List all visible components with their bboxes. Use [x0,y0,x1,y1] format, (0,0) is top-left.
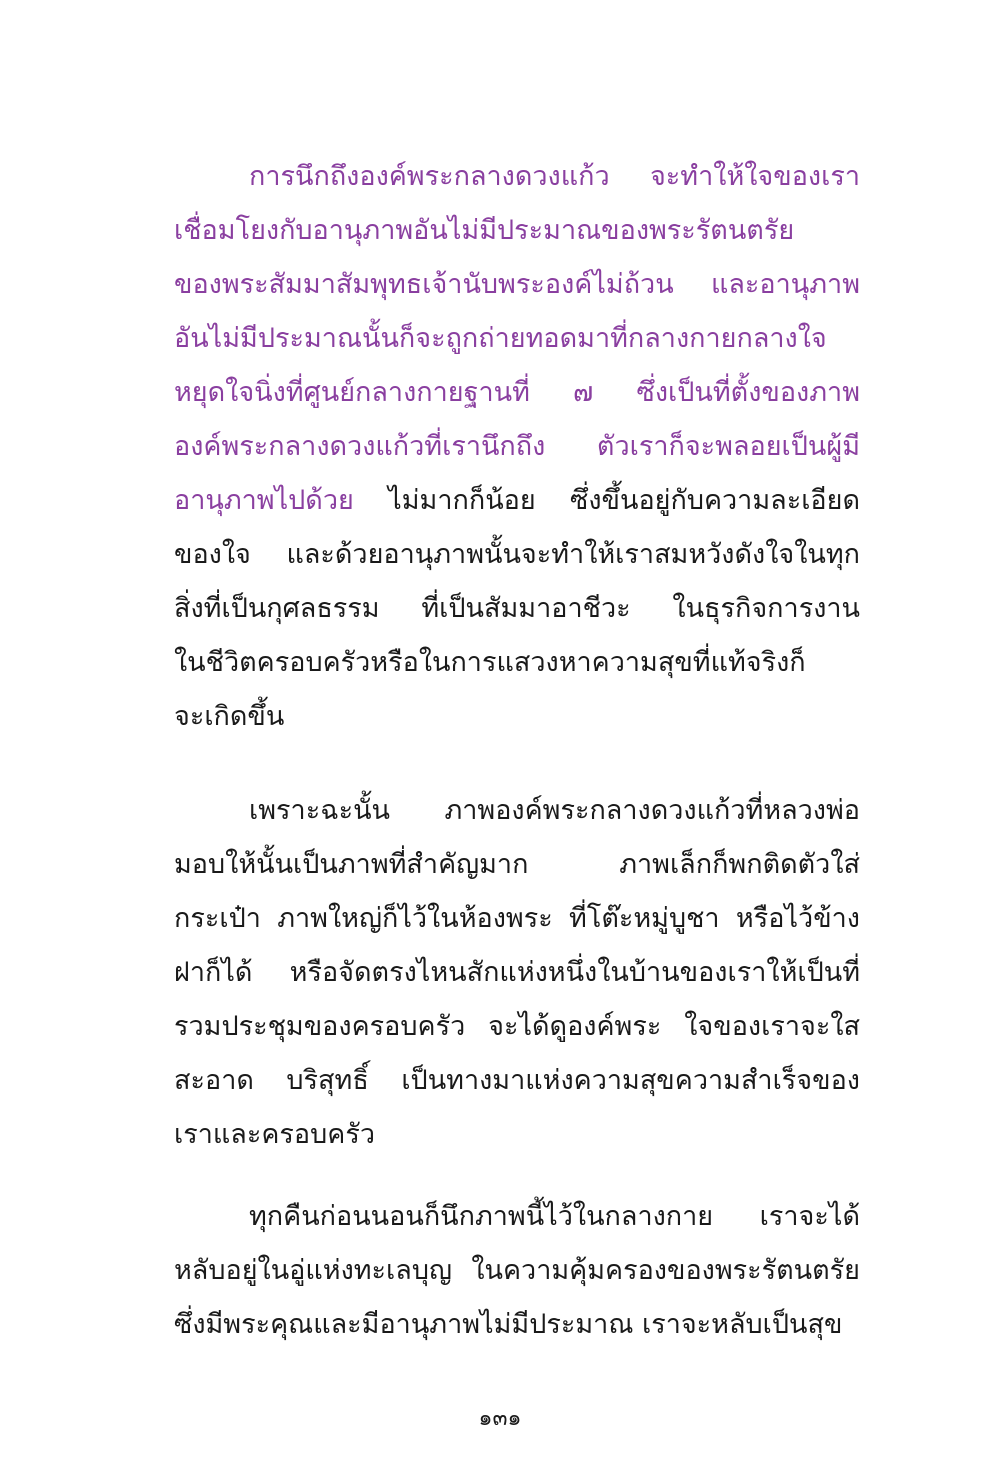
text-line [174,150,860,204]
highlighted-text: ของพระสัมมาสัมพุทธเจ้านับพระองค์ไม่ถ้วน และอานุภาพ [174,269,860,300]
body-text: กระเป๋า ภาพใหญ่ก็ไว้ในห้องพระ ที่โต๊ะหมู่บูชา หรือไว้ข้าง [174,903,860,934]
text-line [174,366,860,420]
text-line [174,1054,860,1108]
body-text: มอบให้นั้นเป็นภาพที่สำคัญมาก ภาพเล็กก็พกติดตัวใส่ [174,849,860,880]
highlighted-text: อันไม่มีประมาณนั้นก็จะถูกถ่ายทอดมาที่กลางกายกลางใจ [174,323,827,354]
text-line [174,1298,860,1352]
text-line [174,690,860,744]
paragraph-2 [174,784,860,1162]
page-body [174,150,860,1352]
highlighted-text: เชื่อมโยงกับอานุภาพอันไม่มีประมาณของพระรัตนตรัย [174,215,795,246]
text-line [174,1108,860,1162]
body-text: ในชีวิตครอบครัวหรือในการแสวงหาความสุขที่แท้จริงก็ [174,647,806,678]
body-text: จะเกิดขึ้น [174,701,285,732]
body-text: เราและครอบครัว [174,1119,375,1150]
text-line [174,1190,860,1244]
text-line [174,420,860,474]
text-line [174,258,860,312]
body-text: ของใจ และด้วยอานุภาพนั้นจะทำให้เราสมหวังดังใจในทุก [174,539,860,570]
paragraph-1 [174,150,860,744]
highlighted-text: อานุภาพไปด้วย [174,485,354,516]
text-line [174,784,860,838]
body-text: ฝาก็ได้ หรือจัดตรงไหนสักแห่งหนึ่งในบ้านของเราให้เป็นที่ [174,957,860,988]
paragraph-3 [174,1190,860,1352]
body-text: เพราะฉะนั้น ภาพองค์พระกลางดวงแก้วที่หลวงพ่อ [249,795,860,826]
body-text: สิ่งที่เป็นกุศลธรรม ที่เป็นสัมมาอาชีวะ ในธุรกิจการงาน [174,593,860,624]
text-line [174,892,860,946]
text-line [174,1000,860,1054]
body-text: ทุกคืนก่อนนอนก็นึกภาพนี้ไว้ในกลางกาย เราจะได้ [249,1201,860,1232]
text-line [174,946,860,1000]
body-text: ไม่มากก็น้อย ซึ่งขึ้นอยู่กับความละเอียด [353,485,860,516]
highlighted-text: องค์พระกลางดวงแก้วที่เรานึกถึง ตัวเราก็จะพลอยเป็นผู้มี [174,431,860,462]
text-line [174,582,860,636]
highlighted-text: หยุดใจนิ่งที่ศูนย์กลางกายฐานที่ ๗ ซึ่งเป็นที่ตั้งของภาพ [174,377,860,408]
page-number: ๑๓๑ [478,1406,522,1431]
text-line [174,1244,860,1298]
text-line [174,838,860,892]
text-line [174,636,860,690]
highlighted-text: การนึกถึงองค์พระกลางดวงแก้ว จะทำให้ใจของเรา [249,161,860,192]
text-line [174,204,860,258]
body-text: หลับอยู่ในอู่แห่งทะเลบุญ ในความคุ้มครองของพระรัตนตรัย [174,1255,860,1286]
body-text: ซึ่งมีพระคุณและมีอานุภาพไม่มีประมาณ เราจะหลับเป็นสุข [174,1309,843,1340]
body-text: สะอาด บริสุทธิ์ เป็นทางมาแห่งความสุขความสำเร็จของ [174,1065,860,1096]
text-line [174,474,860,528]
body-text: รวมประชุมของครอบครัว จะได้ดูองค์พระ ใจของเราจะใส [174,1011,860,1042]
text-line [174,528,860,582]
text-line [174,312,860,366]
